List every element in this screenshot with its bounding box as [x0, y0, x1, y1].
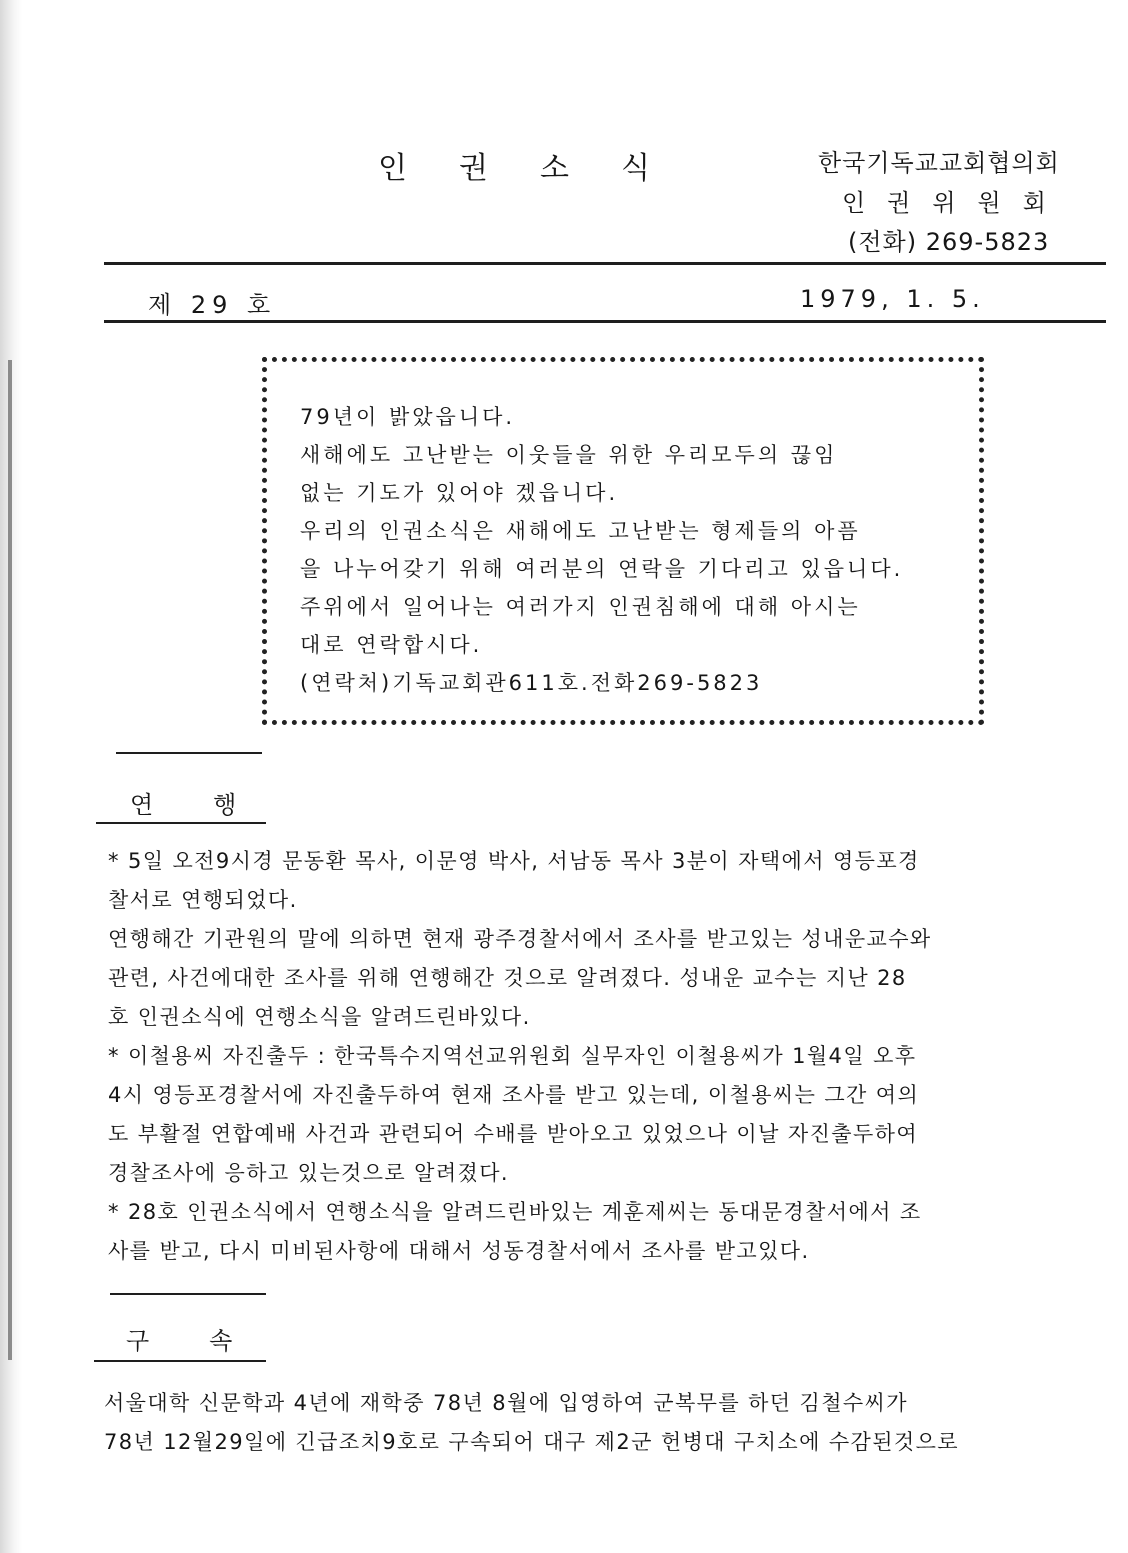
notice-line: 을 나누어갖기 위해 여러분의 연락을 기다리고 있읍니다. [300, 557, 904, 581]
notice-line: 주위에서 일어나는 여러가지 인권침해에 대해 아시는 [300, 595, 861, 619]
notice-line: 우리의 인권소식은 새해에도 고난받는 형제들의 아픔 [300, 519, 861, 543]
body-line: 사를 받고, 다시 미비된사항에 대해서 성동경찰서에서 조사를 받고있다. [108, 1239, 810, 1263]
section-body-detentions [104, 1384, 959, 1462]
org-committee: 인권위원회 [842, 189, 1068, 217]
notice-line: (연락처)기독교회관611호.전화269-5823 [300, 671, 763, 695]
org-name: 한국기독교교회협의회 [818, 149, 1060, 177]
section-body-arrests [108, 842, 932, 1271]
body-line: 관련, 사건에대한 조사를 위해 연행해간 것으로 알려졌다. 성내운 교수는 지난 28 [108, 966, 907, 990]
section-rule [94, 1360, 266, 1362]
issue-number: 제 29 호 [148, 291, 277, 319]
notice-text [300, 398, 903, 702]
notice-line: 없는 기도가 있어야 겠읍니다. [300, 481, 619, 505]
section-rule [110, 1293, 266, 1295]
body-line: 연행해간 기관원의 말에 의하면 현재 광주경찰서에서 조사를 받고있는 성내운교수와 [108, 927, 932, 951]
section-rule [116, 752, 262, 754]
body-line: 서울대학 신문학과 4년에 재학중 78년 8월에 입영하여 군복무를 하던 김철수씨가 [104, 1391, 908, 1415]
body-line: 경찰조사에 응하고 있는것으로 알려졌다. [108, 1161, 509, 1185]
body-line: 78년 12월29일에 긴급조치9호로 구속되어 대구 제2군 헌병대 구치소에 수감된것으로 [104, 1430, 959, 1454]
header-rule [104, 262, 1106, 265]
section-title-arrests: 연행 [130, 791, 297, 819]
issue-date: 1979, 1. 5. [800, 285, 985, 313]
notice-line: 새해에도 고난받는 이웃들을 위한 우리모두의 끊임 [300, 443, 838, 467]
body-line: * 28호 인권소식에서 연행소식을 알려드린바있는 계훈제씨는 동대문경찰서에서 조 [108, 1200, 922, 1224]
body-line: * 이철용씨 자진출두 : 한국특수지역선교위원회 실무자인 이철용씨가 1월4일 오후 [108, 1044, 917, 1068]
body-line: 호 인권소식에 연행소식을 알려드린바있다. [108, 1005, 531, 1029]
body-line: * 5일 오전9시경 문동환 목사, 이문영 박사, 서남동 목사 3분이 자택에서 영등포경 [108, 849, 920, 873]
org-phone: (전화) 269-5823 [848, 228, 1050, 256]
issue-rule [104, 320, 1106, 323]
body-line: 4시 영등포경찰서에 자진출두하여 현재 조사를 받고 있는데, 이철용씨는 그간 여의 [108, 1083, 920, 1107]
scan-edge-mark [8, 360, 12, 1360]
section-rule [96, 822, 266, 824]
body-line: 도 부활절 연합예배 사건과 관련되어 수배를 받아오고 있었으나 이날 자진출두하여 [108, 1122, 918, 1146]
notice-line: 79년이 밝았읍니다. [300, 405, 516, 429]
section-title-detentions: 구속 [126, 1327, 293, 1355]
body-line: 찰서로 연행되었다. [108, 888, 298, 912]
newsletter-title: 인권소식 [378, 151, 702, 186]
notice-line: 대로 연락합시다. [300, 633, 483, 657]
